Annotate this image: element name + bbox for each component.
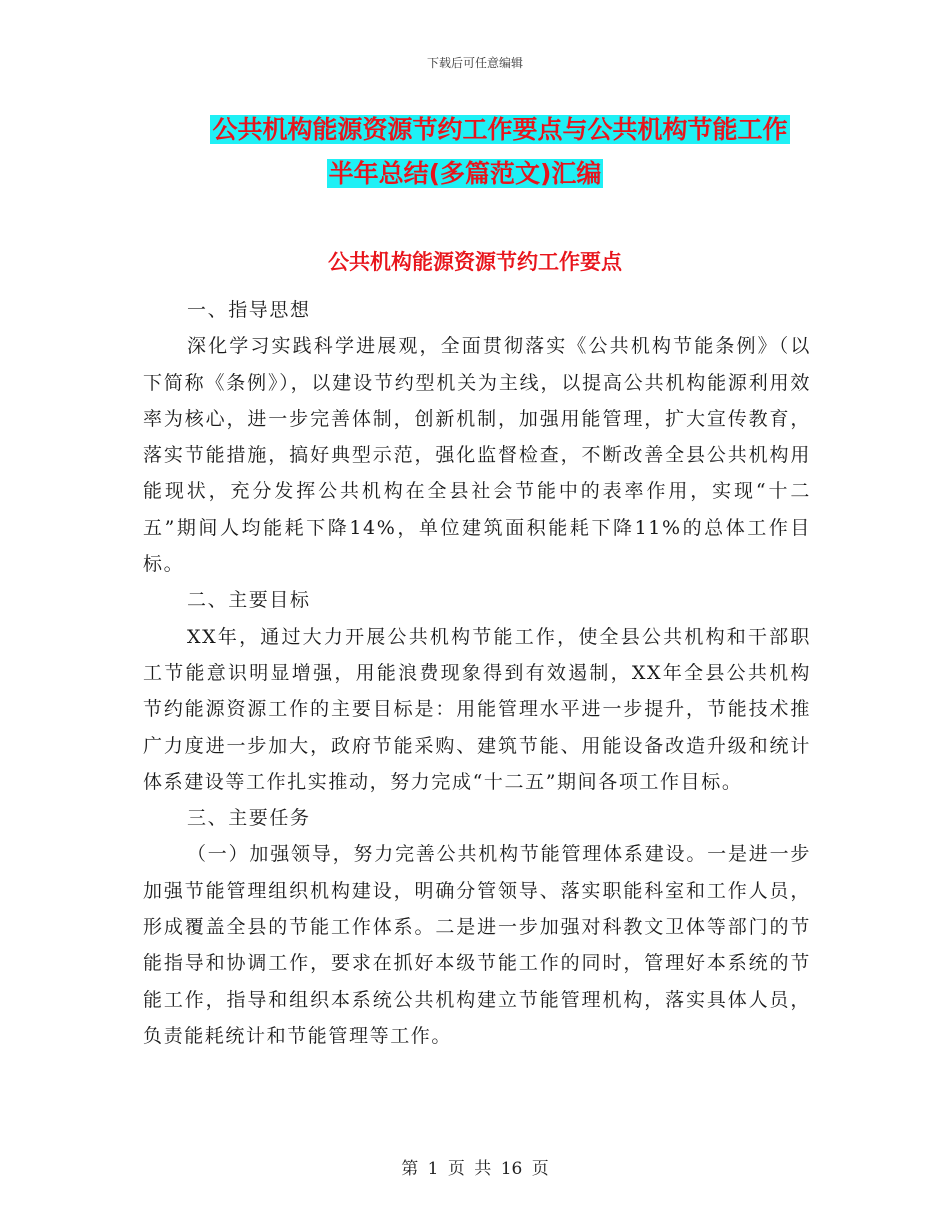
- heading-main-goals: 二、主要目标: [187, 589, 311, 612]
- section-title: 公共机构能源资源节约工作要点: [328, 250, 622, 274]
- paragraph-guiding-ideology: 深化学习实践科学进展观，全面贯彻落实《公共机构节能条例》（以下简称《条例》），以建设节约型机关为主线，以提高公共机构能源利用效率为核心，进一步完善体制，创新机制，加强用能管理，扩大宣传教育，落实节能措施，搞好典型示范，强化监督检查，不断改善全县公共机构用能现状，充分发挥公共机构在全县社会节能中的表率作用，实现“十二五”期间人均能耗下降14%，单位建筑面积能耗下降11%的总体工作目标。: [143, 335, 811, 576]
- paragraph-main-goals: XX年，通过大力开展公共机构节能工作，使全县公共机构和干部职工节能意识明显增强，用能浪费现象得到有效遏制，XX年全县公共机构节约能源资源工作的主要目标是：用能管理水平进一步提升，节能技术推广力度进一步加大，政府节能采购、建筑节能、用能设备改造升级和统计体系建设等工作扎实推动，努力完成“十二五”期间各项工作目标。: [143, 625, 811, 793]
- document-title-line-1: [0, 112, 950, 148]
- paragraph-main-tasks-1: （一）加强领导，努力完善公共机构节能管理体系建设。一是进一步加强节能管理组织机构建设，明确分管领导、落实职能科室和工作人员，形成覆盖全县的节能工作体系。二是进一步加强对科教文卫体等部门的节能指导和协调工作，要求在抓好本级节能工作的同时，管理好本系统的节能工作，指导和组织本系统公共机构建立节能管理机构，落实具体人员，负责能耗统计和节能管理等工作。: [143, 843, 811, 1047]
- document-body: [143, 292, 811, 1054]
- heading-main-tasks: 三、主要任务: [187, 807, 311, 830]
- document-title-line-2: [0, 156, 950, 192]
- title-highlight-1: 公共机构能源资源节约工作要点与公共机构节能工作: [212, 115, 788, 144]
- heading-guiding-ideology: 一、指导思想: [187, 299, 311, 321]
- title-highlight-2: 半年总结(多篇范文)汇编: [328, 159, 602, 188]
- page-header-note: 下载后可任意编辑: [426, 56, 523, 70]
- page-footer: 第 1 页 共 16 页: [401, 1159, 549, 1179]
